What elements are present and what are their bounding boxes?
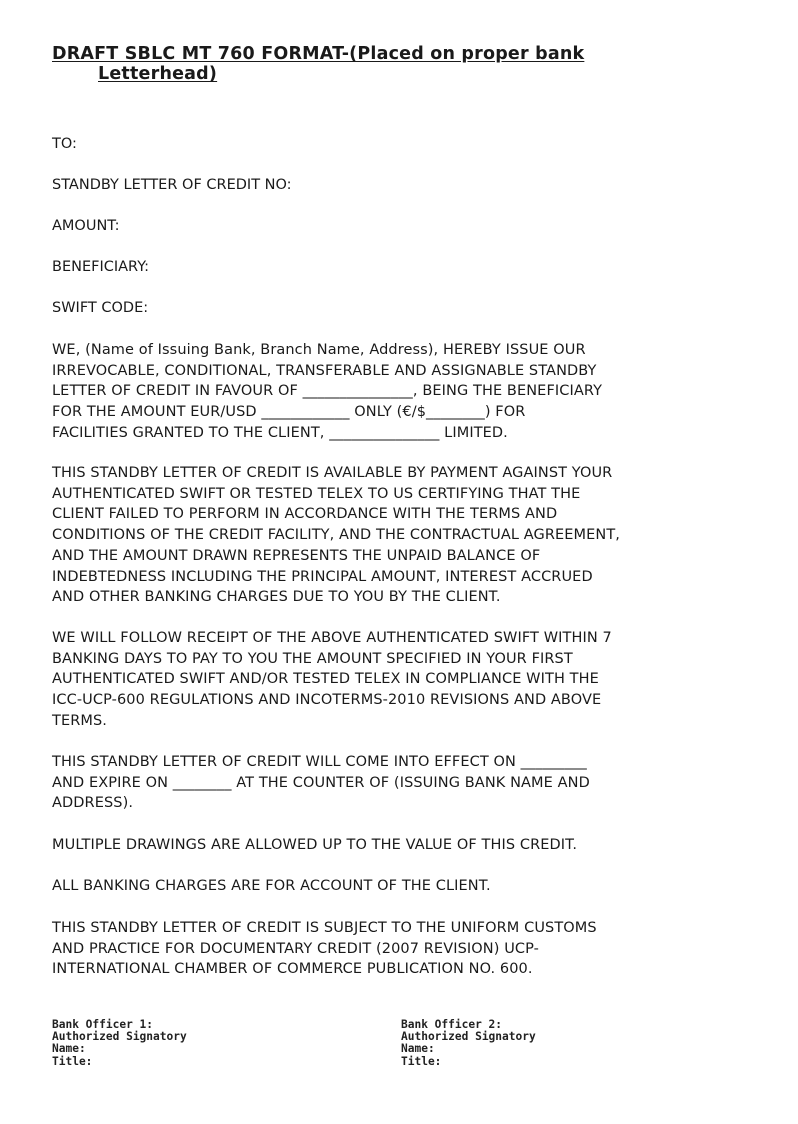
paragraph-line: AND THE AMOUNT DRAWN REPRESENTS THE UNPAID BALANCE OF xyxy=(52,547,541,564)
title-line-2: Letterhead) xyxy=(98,64,218,84)
paragraph-line: AND EXPIRE ON ________ AT THE COUNTER OF (ISSUING BANK NAME AND xyxy=(52,774,590,791)
paragraph-line: ADDRESS). xyxy=(52,795,134,812)
signature-label: Name: xyxy=(401,1042,435,1056)
field-to: TO: xyxy=(52,136,77,152)
paragraph-line: AND PRACTICE FOR DOCUMENTARY CREDIT (2007 REVISION) UCP- xyxy=(52,940,539,957)
signature-label: Authorized Signatory xyxy=(401,1030,536,1044)
paragraph-multiple-drawings xyxy=(52,835,767,856)
field-swift-code: SWIFT CODE: xyxy=(52,300,149,316)
paragraph-line: ICC-UCP-600 REGULATIONS AND INCOTERMS-2010 REVISIONS AND ABOVE xyxy=(52,692,602,709)
paragraph-line: AUTHENTICATED SWIFT AND/OR TESTED TELEX IN COMPLIANCE WITH THE xyxy=(52,671,599,688)
signature-label: Bank Officer 1: xyxy=(52,1018,154,1031)
signature-block-officer-2 xyxy=(401,1019,536,1068)
signature-block-officer-1 xyxy=(52,1019,187,1068)
paragraph-line: AUTHENTICATED SWIFT OR TESTED TELEX TO US CERTIFYING THAT THE xyxy=(52,485,581,502)
paragraph-line: AND OTHER BANKING CHARGES DUE TO YOU BY THE CLIENT. xyxy=(52,589,501,606)
title-line-1: DRAFT SBLC MT 760 FORMAT-(Placed on proper bank xyxy=(52,44,585,64)
paragraph-banking-charges xyxy=(52,876,767,897)
paragraph-line: BANKING DAYS TO PAY TO YOU THE AMOUNT SPECIFIED IN YOUR FIRST xyxy=(52,650,573,667)
signature-label: Title: xyxy=(52,1054,93,1068)
paragraph-line: CONDITIONS OF THE CREDIT FACILITY, AND THE CONTRACTUAL AGREEMENT, xyxy=(52,527,621,544)
signature-label: Bank Officer 2: xyxy=(401,1018,503,1031)
signature-label: Authorized Signatory xyxy=(52,1030,187,1044)
paragraph-line: WE WILL FOLLOW RECEIPT OF THE ABOVE AUTHENTICATED SWIFT WITHIN 7 xyxy=(52,630,612,646)
field-amount: AMOUNT: xyxy=(52,218,120,234)
document-title xyxy=(52,44,672,84)
paragraph-line: THIS STANDBY LETTER OF CREDIT IS SUBJECT TO THE UNIFORM CUSTOMS xyxy=(52,920,597,936)
paragraph-governing-rules xyxy=(52,918,767,980)
paragraph-line: TERMS. xyxy=(52,712,108,729)
signature-label: Title: xyxy=(401,1054,442,1068)
paragraph-line: FACILITIES GRANTED TO THE CLIENT, _______________ LIMITED. xyxy=(52,424,508,441)
field-beneficiary: BENEFICIARY: xyxy=(52,259,150,275)
paragraph-line: ALL BANKING CHARGES ARE FOR ACCOUNT OF THE CLIENT. xyxy=(52,878,491,894)
paragraph-line: THIS STANDBY LETTER OF CREDIT WILL COME INTO EFFECT ON _________ xyxy=(52,754,587,770)
paragraph-line: LETTER OF CREDIT IN FAVOUR OF _______________, BEING THE BENEFICIARY xyxy=(52,383,603,400)
paragraph-line: IRREVOCABLE, CONDITIONAL, TRANSFERABLE AND ASSIGNABLE STANDBY xyxy=(52,362,597,379)
paragraph-line: MULTIPLE DRAWINGS ARE ALLOWED UP TO THE VALUE OF THIS CREDIT. xyxy=(52,837,578,853)
paragraph-line: CLIENT FAILED TO PERFORM IN ACCORDANCE WITH THE TERMS AND xyxy=(52,506,558,523)
paragraph-availability xyxy=(52,463,767,608)
paragraph-line: WE, (Name of Issuing Bank, Branch Name, Address), HEREBY ISSUE OUR xyxy=(52,342,586,358)
field-sblc-number: STANDBY LETTER OF CREDIT NO: xyxy=(52,177,292,193)
paragraph-line: FOR THE AMOUNT EUR/USD ____________ ONLY (€/$________) FOR xyxy=(52,404,526,421)
paragraph-line: INTERNATIONAL CHAMBER OF COMMERCE PUBLICATION NO. 600. xyxy=(52,961,533,978)
paragraph-payment xyxy=(52,628,767,732)
paragraph-line: INDEBTEDNESS INCLUDING THE PRINCIPAL AMOUNT, INTEREST ACCRUED xyxy=(52,568,593,585)
paragraph-issuance xyxy=(52,340,767,444)
paragraph-effective-date xyxy=(52,752,767,814)
signature-label: Name: xyxy=(52,1042,86,1056)
paragraph-line: THIS STANDBY LETTER OF CREDIT IS AVAILABLE BY PAYMENT AGAINST YOUR xyxy=(52,465,613,481)
